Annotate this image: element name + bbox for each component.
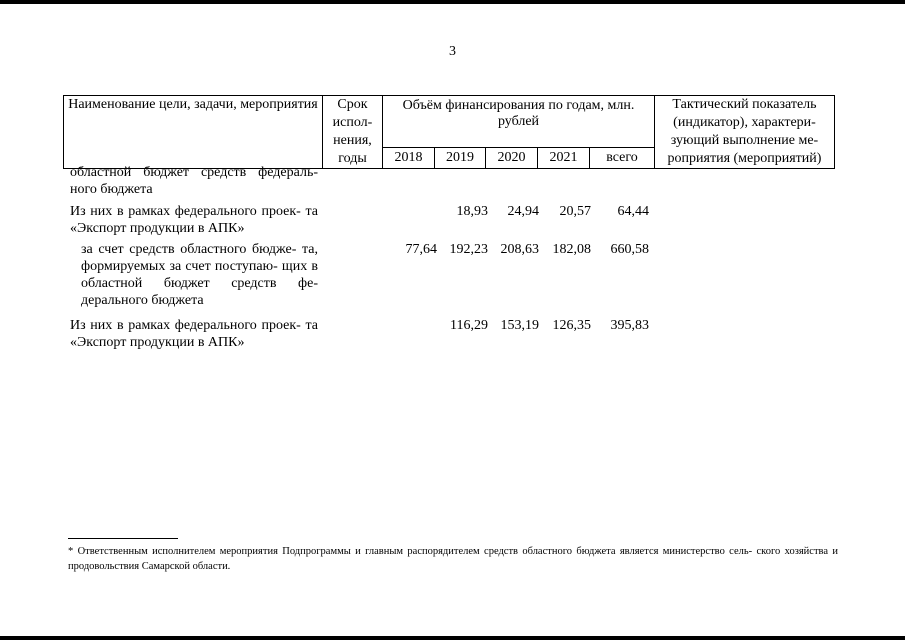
header-year-2018: 2018	[383, 148, 435, 169]
scan-bottom-border	[0, 636, 905, 640]
table-row	[70, 317, 850, 351]
header-financing: Объём финансирования по годам, млн. рублей	[402, 98, 635, 129]
header-term: Срок испол- нения, годы	[332, 97, 373, 166]
row-name: Из них в рамках федерального проек- та «Экспорт продукции в АПК»	[70, 318, 318, 350]
header-indicator: Тактический показатель (индикатор), характери- зующий выполнение ме- роприятия (мероприятий)	[667, 97, 822, 166]
header-term-cell	[323, 96, 383, 169]
row-name: областной бюджет средств федераль- ного бюджета	[70, 165, 318, 197]
value-total: 660,58	[610, 242, 649, 257]
header-name-cell	[64, 96, 323, 169]
value-2019: 192,23	[449, 242, 488, 257]
value-2021: 20,57	[559, 204, 591, 219]
table-row	[70, 203, 850, 236]
value-2021: 126,35	[552, 318, 591, 333]
table-body	[70, 164, 850, 351]
table-row	[70, 241, 850, 309]
footnote-separator	[68, 538, 178, 539]
header-name: Наименование цели, задачи, мероприятия	[68, 97, 318, 112]
header-indicator-cell	[655, 96, 835, 169]
value-2018: 77,64	[405, 242, 437, 257]
header-year-2019: 2019	[435, 148, 486, 169]
value-2020: 153,19	[500, 318, 539, 333]
header-year-2021: 2021	[538, 148, 590, 169]
value-2021: 182,08	[552, 242, 591, 257]
page-number: 3	[449, 44, 456, 59]
value-2019: 116,29	[450, 318, 488, 333]
value-2019: 18,93	[456, 204, 488, 219]
value-total: 395,83	[610, 318, 649, 333]
table-row	[70, 164, 850, 196]
table-header	[63, 95, 835, 169]
value-2020: 208,63	[500, 242, 539, 257]
footnote: * Ответственным исполнителем мероприятия Подпрограммы и главным распорядителем средств областного бюджета является министерство сель- ского хозяйства и продовольствия Самарской области.	[68, 546, 838, 572]
scan-top-border	[0, 0, 905, 4]
row-name: Из них в рамках федерального проек- та «Экспорт продукции в АПК»	[70, 204, 318, 236]
value-2020: 24,94	[507, 204, 539, 219]
value-total: 64,44	[617, 204, 649, 219]
header-year-2020: 2020	[486, 148, 538, 169]
header-financing-cell	[383, 96, 655, 148]
row-name: за счет средств областного бюдже- та, формируемых за счет поступаю- щих в областной бюджет средств фе- дерального бюджета	[81, 242, 318, 308]
header-total: всего	[590, 148, 655, 169]
